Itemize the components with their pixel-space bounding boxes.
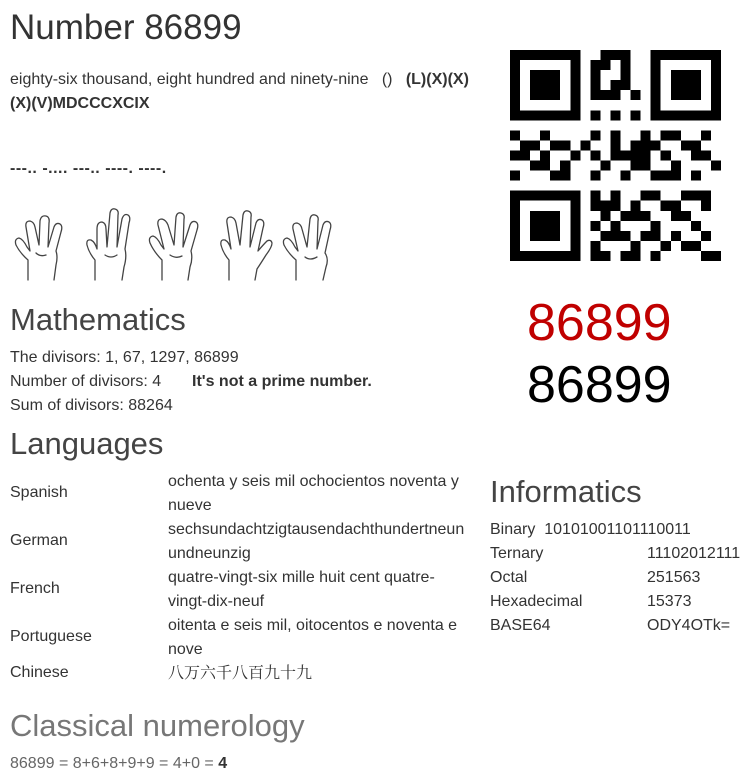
language-name: German bbox=[10, 532, 68, 549]
language-value: quatre-vingt-six mille huit cent quatre-vingt-dix-neuf bbox=[168, 569, 435, 610]
languages-heading: Languages bbox=[10, 426, 164, 461]
info-value: 251563 bbox=[647, 569, 701, 586]
number-paren: () bbox=[381, 71, 393, 88]
morse-code: ---.. -.... ---.. ----. ----. bbox=[10, 160, 167, 177]
informatics-heading: Informatics bbox=[490, 474, 642, 509]
finger-count-hands-icon bbox=[10, 205, 340, 285]
page-title: Number 86899 bbox=[10, 8, 242, 47]
language-name: Portuguese bbox=[10, 628, 92, 645]
language-value: ochenta y seis mil ochocientos noventa y nueve bbox=[168, 473, 459, 514]
number-red: 86899 bbox=[527, 294, 672, 352]
prime-note: It's not a prime number. bbox=[192, 373, 372, 390]
numerology-expression: 86899 = 8+6+8+9+9 = 4+0 = bbox=[10, 755, 219, 772]
info-value: 11102012111 bbox=[647, 545, 741, 562]
number-of-divisors: Number of divisors: 4 bbox=[10, 373, 162, 390]
info-key: Octal bbox=[490, 569, 528, 586]
binary-line: Binary 10101001101110011 bbox=[490, 521, 691, 538]
language-name: Chinese bbox=[10, 664, 69, 681]
numerology-result: 4 bbox=[218, 755, 228, 772]
language-row-portuguese bbox=[10, 614, 475, 662]
info-value: 15373 bbox=[647, 593, 692, 610]
language-row-german bbox=[10, 518, 475, 566]
number-black: 86899 bbox=[527, 356, 672, 414]
number-name-text: eighty-six thousand, eight hundred and ninety-nine bbox=[10, 71, 369, 88]
info-row-octal bbox=[490, 566, 745, 590]
sum-of-divisors: Sum of divisors: 88264 bbox=[10, 397, 173, 414]
language-value: 八万六千八百九十九 bbox=[168, 665, 313, 682]
qr-code-icon bbox=[510, 50, 721, 261]
language-value: oitenta e seis mil, oitocentos e noventa e nove bbox=[168, 617, 458, 658]
language-row-spanish bbox=[10, 470, 475, 518]
language-name: French bbox=[10, 580, 60, 597]
info-row-hexadecimal bbox=[490, 590, 745, 614]
mathematics-heading: Mathematics bbox=[10, 302, 186, 337]
info-key: Hexadecimal bbox=[490, 593, 583, 610]
info-key: BASE64 bbox=[490, 617, 551, 634]
language-row-french bbox=[10, 566, 475, 614]
language-row-chinese bbox=[10, 662, 475, 686]
numerology-line bbox=[10, 752, 227, 776]
info-row-ternary bbox=[490, 542, 745, 566]
info-key: Ternary bbox=[490, 545, 544, 562]
info-row-base64 bbox=[490, 614, 745, 638]
divisors-line: The divisors: 1, 67, 1297, 86899 bbox=[10, 349, 239, 366]
number-description bbox=[10, 68, 480, 116]
roman-numeral: (L)(X)(X)(X)(V)MDCCCXCIX bbox=[10, 71, 469, 112]
language-name: Spanish bbox=[10, 484, 68, 501]
numerology-heading: Classical numerology bbox=[10, 708, 305, 743]
info-value: ODY4OTk= bbox=[647, 617, 731, 634]
language-value: sechsundachtzigtausendachthundertneun undneunzig bbox=[168, 521, 465, 562]
